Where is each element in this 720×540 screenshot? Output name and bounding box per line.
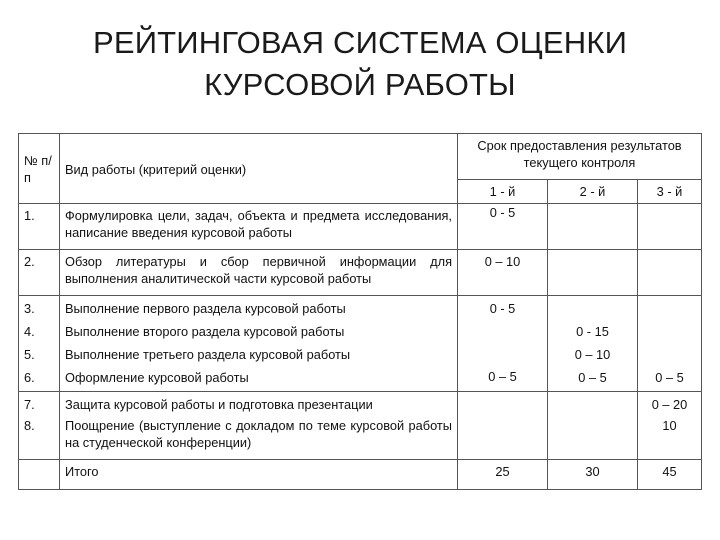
row-c2 [548,392,638,460]
total-num [19,460,60,490]
row-c3-group [638,392,702,460]
header-control-1: 1 - й [458,180,548,204]
table-row [19,250,702,296]
row-work: Поощрение (выступление с докладом по теме курсовой работы на студенческой конференции) [65,418,452,450]
header-control-2: 2 - й [548,180,638,204]
row-c3-group [638,296,702,392]
rating-table [18,133,702,490]
row-c3: 0 – 20 [651,397,688,412]
row-num: 5. [24,347,35,362]
page-title [0,22,720,106]
table-row-group-7-8 [19,392,702,460]
table-row [19,204,702,250]
row-num: 8. [24,418,35,433]
row-c2 [548,204,638,250]
row-c1: 0 – 5 [488,369,517,384]
row-work: Выполнение второго раздела курсовой работы [65,324,345,339]
row-num: 3. [24,301,35,316]
row-num: 2. [19,250,60,296]
table-row-group-3-6 [19,296,702,392]
row-c3 [638,204,702,250]
row-c1-group [458,296,548,392]
row-work: Обзор литературы и сбор первичной информации для выполнения аналитической части курсовой работы [60,250,458,296]
row-num: 4. [24,324,35,339]
row-c2-group [548,296,638,392]
header-num: № п/п [19,134,60,204]
row-c3: 0 – 5 [655,370,684,385]
header-control-3: 3 - й [638,180,702,204]
row-num-group [19,296,60,392]
row-work: Защита курсовой работы и подготовка презентации [65,397,373,412]
row-c3 [638,250,702,296]
total-c1: 25 [458,460,548,490]
row-c1: 0 – 10 [458,250,548,296]
title-line-1: РЕЙТИНГОВАЯ СИСТЕМА ОЦЕНКИ [92,25,628,60]
row-work-group [60,392,458,460]
row-c2: 0 - 15 [576,324,609,339]
row-work: Выполнение третьего раздела курсовой работы [65,347,351,362]
row-work: Оформление курсовой работы [65,370,249,385]
row-num: 6. [24,370,35,385]
row-c1 [458,392,548,460]
header-row [19,134,702,180]
row-c3: 10 [662,418,677,433]
header-deadline: Срок предоставления результатов текущего контроля [458,134,702,180]
row-work-group [60,296,458,392]
total-label: Итого [60,460,458,490]
row-c2: 0 – 5 [578,370,607,385]
row-num-group [19,392,60,460]
row-work: Формулировка цели, задач, объекта и предмета исследования, написание введения курсовой работы [60,204,458,250]
row-num: 7. [24,397,35,412]
row-c1: 0 - 5 [458,204,548,250]
total-c2: 30 [548,460,638,490]
row-work: Выполнение первого раздела курсовой работы [65,301,346,316]
row-c2 [548,250,638,296]
total-c3: 45 [638,460,702,490]
row-num: 1. [19,204,60,250]
total-row [19,460,702,490]
row-c1: 0 - 5 [489,301,516,316]
row-c2: 0 – 10 [574,347,611,362]
title-line-2: КУРСОВОЙ РАБОТЫ [204,67,516,102]
header-work: Вид работы (критерий оценки) [60,134,458,204]
